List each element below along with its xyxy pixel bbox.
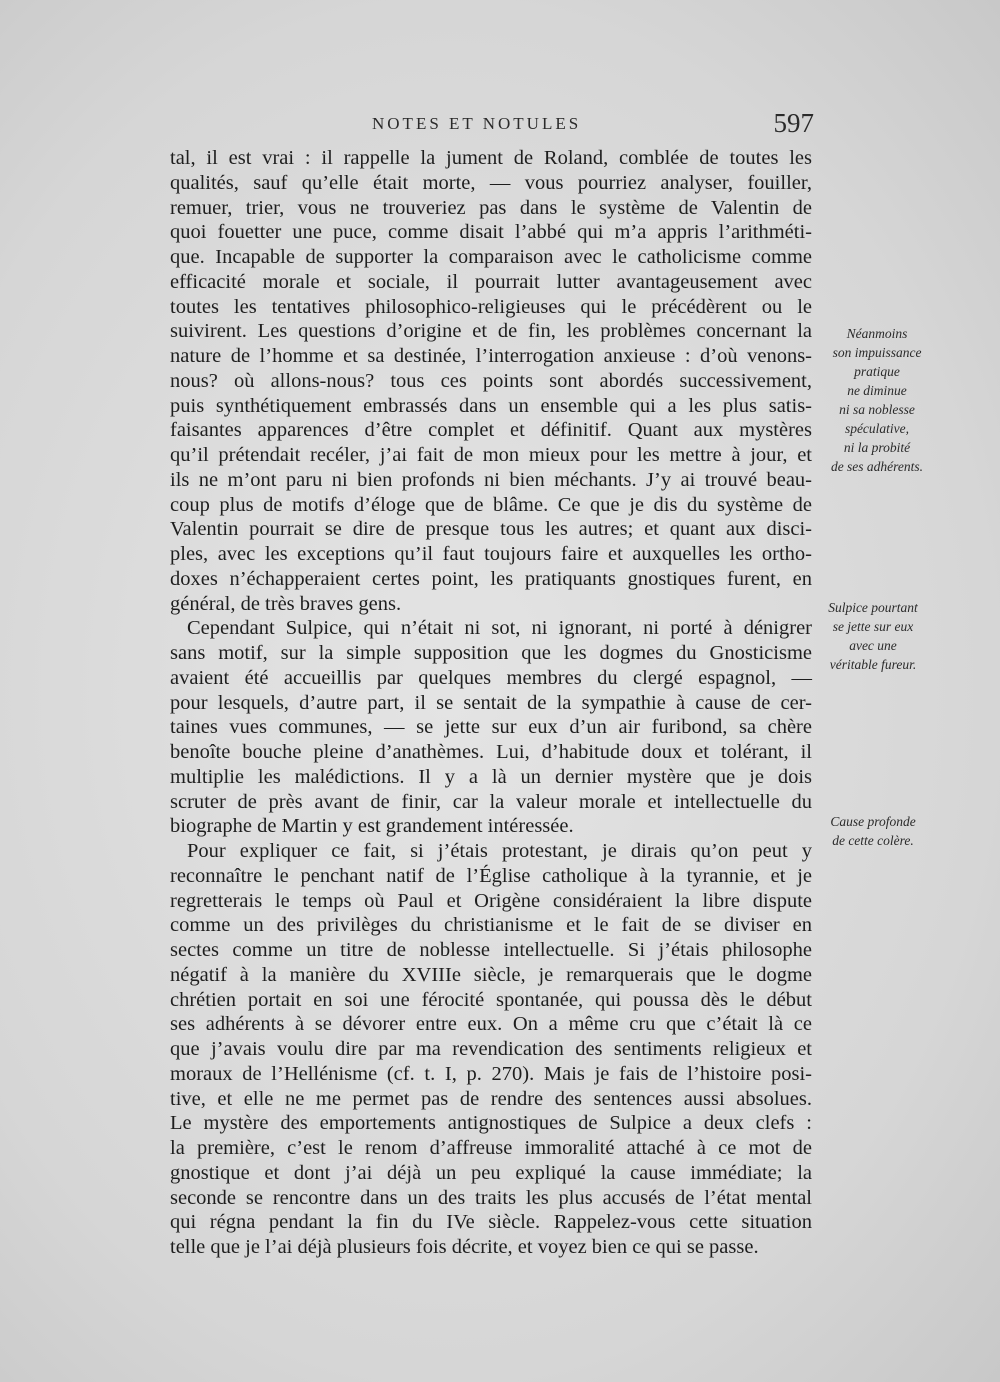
text-line: négatif à la manière du XVIIIe siècle, je remarquerais que le dogme: [170, 963, 812, 986]
margin-note-fureur: [810, 598, 936, 674]
text-line: faisantes apparences d’être complet et définitif. Quant aux mystères: [170, 419, 812, 442]
text-line: suivirent. Les questions d’origine et de fin, les problèmes concernant la: [170, 320, 812, 343]
margin-note-line: ni sa noblesse: [839, 402, 915, 417]
text-line: Valentin pourrait se dire de presque tous les autres; et quant aux disci-: [170, 518, 812, 541]
text-line: multiplie les malédictions. Il y a là un dernier mystère que je dois: [170, 765, 812, 788]
margin-note-line: Cause profonde: [830, 814, 916, 829]
page-header: [170, 108, 818, 144]
text-line: toutes les tentatives philosophico-religieuses qui le précédèrent ou le: [170, 295, 812, 318]
text-line: que. Incapable de supporter la comparaison avec le catholicisme comme: [170, 246, 812, 268]
margin-note-line: pratique: [854, 364, 900, 379]
body-text: [170, 146, 812, 1260]
margin-note-line: Sulpice pourtant: [828, 600, 918, 615]
running-title: NOTES ET NOTULES: [372, 114, 582, 133]
text-line: tive, et elle ne me permet pas de rendre des sentences aussi absolues.: [170, 1087, 812, 1110]
text-line: Pour expliquer ce fait, si j’étais protestant, je dirais qu’on peut y: [187, 840, 812, 862]
margin-note-line: se jette sur eux: [832, 619, 914, 634]
text-line: scruter de près avant de finir, car la valeur morale et intellectuelle du: [170, 790, 812, 813]
margin-note-line: ne diminue: [847, 383, 907, 398]
margin-note-noblesse: [814, 324, 940, 476]
text-line: efficacité morale et sociale, il pourrait lutter avantageusement avec: [170, 270, 812, 293]
text-line: seconde se rencontre dans un des traits les plus accusés de l’état mental: [170, 1186, 812, 1209]
text-line: ses adhérents à se dévorer entre eux. On a même cru que c’était là ce: [170, 1013, 812, 1036]
text-line: nature de l’homme et sa destinée, l’interrogation anxieuse : d’où venons-: [170, 345, 812, 367]
page-number: 597: [773, 108, 814, 138]
text-line: Le mystère des emportements antignostiques de Sulpice a deux clefs :: [170, 1112, 812, 1135]
text-line: sectes comme un titre de noblesse intellectuelle. Si j’étais philosophe: [170, 939, 812, 961]
text-line: nous? où allons-nous? tous ces points sont abordés successivement,: [170, 369, 812, 392]
margin-note-line: ni la probité: [843, 440, 911, 455]
text-line: que j’avais voulu dire par ma revendication des sentiments religieux et: [170, 1038, 812, 1060]
text-line: qui régna pendant la fin du IVe siècle. Rappelez-vous cette situation: [170, 1211, 812, 1234]
paragraph: [170, 839, 812, 1260]
text-line: doxes n’échapperaient certes point, les pratiquants gnostiques furent, en: [170, 567, 812, 590]
margin-note-line: véritable fureur.: [829, 657, 917, 672]
margin-note-colere: [810, 812, 936, 850]
text-line: biographe de Martin y est grandement intéressée.: [170, 815, 574, 838]
paragraph: [170, 146, 812, 616]
text-line: gnostique et dont j’ai déjà un peu expliqué la cause immédiate; la: [170, 1161, 812, 1184]
text-line: qualités, sauf qu’elle était morte, — vous pourriez analyser, fouiller,: [170, 171, 812, 194]
text-line: ples, avec les exceptions qu’il faut toujours faire et auxquelles les ortho-: [170, 543, 812, 565]
text-line: général, de très braves gens.: [170, 592, 402, 615]
text-line: coup plus de motifs d’éloge que de blâme. Ce que je dis du système de: [170, 493, 812, 516]
text-line: tal, il est vrai : il rappelle la jument de Roland, comblée de toutes les: [170, 147, 812, 169]
text-line: comme un des privilèges du christianisme et le fait de se diviser en: [170, 914, 812, 937]
text-line: la première, c’est le renom d’affreuse immoralité attaché à ce mot de: [170, 1137, 812, 1159]
text-line: ils ne m’ont paru ni bien profonds ni bien méchants. J’y ai trouvé beau-: [170, 468, 812, 491]
margin-note-line: de ses adhérents.: [830, 459, 924, 474]
text-line: Cependant Sulpice, qui n’était ni sot, ni ignorant, ni porté à dénigrer: [187, 617, 812, 640]
text-line: quoi fouetter une puce, comme disait l’abbé qui m’a appris l’arithméti-: [170, 221, 812, 244]
text-line: taines vues communes, — se jette sur eux d’un air furibond, sa chère: [170, 716, 812, 739]
text-line: moraux de l’Hellénisme (cf. t. I, p. 270). Mais je fais de l’histoire posi-: [170, 1062, 812, 1085]
text-line: telle que je l’ai déjà plusieurs fois décrite, et voyez bien ce qui se passe.: [170, 1236, 759, 1258]
paragraph: [170, 616, 812, 839]
text-line: sans motif, sur la simple supposition que les dogmes du Gnosticisme: [170, 642, 812, 664]
margin-note-line: spéculative,: [844, 421, 910, 436]
text-line: puis synthétiquement embrassés dans un ensemble qui a les plus satis-: [170, 394, 812, 417]
margin-note-line: Néanmoins: [846, 326, 908, 341]
text-line: reconnaître le penchant natif de l’Église catholique à la tyrannie, et je: [170, 864, 812, 887]
text-line: chrétien portait en soi une férocité spontanée, qui poussa dès le début: [170, 988, 812, 1011]
text-line: pour lesquels, d’autre part, il se sentait de la sympathie à cause de cer-: [170, 691, 812, 714]
margin-note-line: avec une: [849, 638, 897, 653]
text-line: remuer, trier, vous ne trouveriez pas dans le système de Valentin de: [170, 196, 812, 219]
margin-note-line: de cette colère.: [832, 833, 914, 848]
text-line: benoîte bouche pleine d’anathèmes. Lui, d’habitude doux et tolérant, il: [170, 741, 812, 763]
margin-note-line: son impuissance: [832, 345, 922, 360]
text-line: qu’il prétendait recéler, j’ai fait de mon mieux pour les mettre à jour, et: [170, 444, 812, 466]
text-line: avaient été accueillis par quelques membres du clergé espagnol, —: [170, 666, 812, 689]
text-line: regretterais le temps où Paul et Origène considéraient la libre dispute: [170, 889, 812, 912]
